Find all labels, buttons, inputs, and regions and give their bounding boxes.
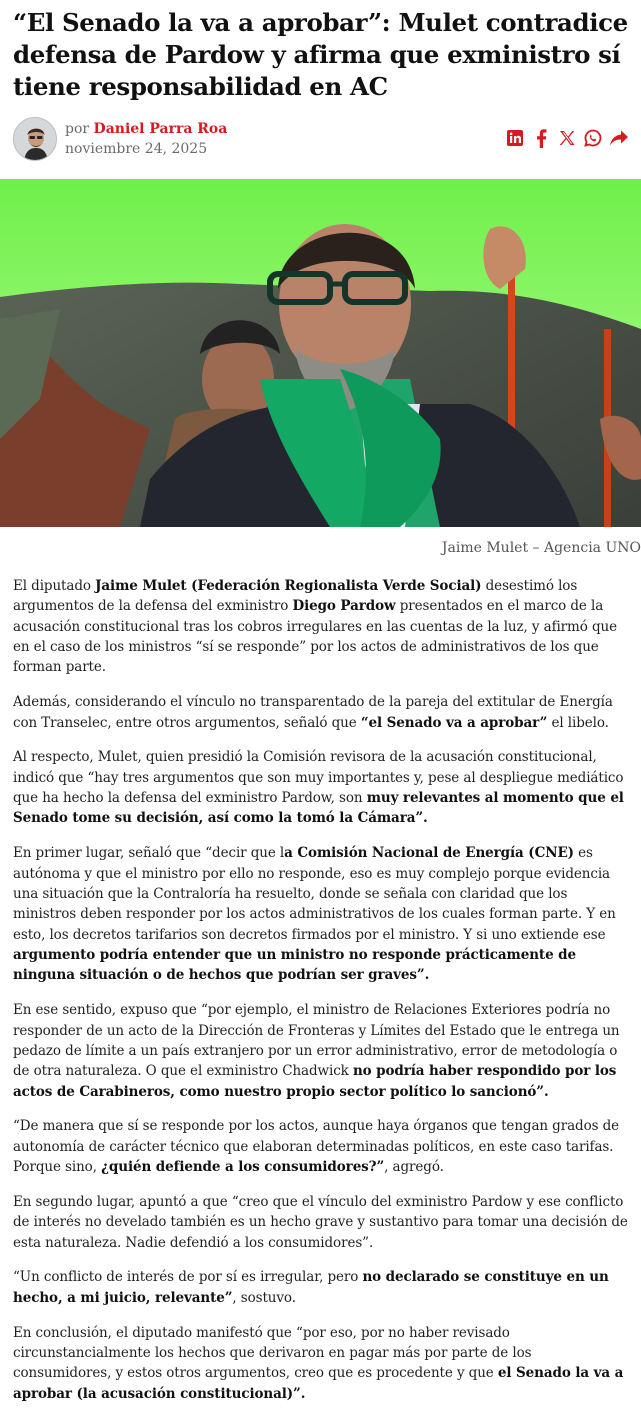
avatar-portrait	[14, 118, 57, 161]
share-bar	[505, 128, 629, 148]
article-paragraph	[13, 1267, 633, 1308]
paragraph-text: “De manera que sí se responde por los actos, aunque haya órganos que tengan grados de autonomía de carácter técnico que elaboran determinadas políticos, en este caso tarifas. Porque sino,	[13, 1118, 620, 1176]
article-paragraph	[13, 747, 633, 828]
article-paragraph	[13, 843, 633, 985]
paragraph-text: En ese sentido, expuso que “por ejemplo, el ministro de Relaciones Exteriores podría no responder de un acto de la Dirección de Fronteras y Límites del Estado que le entrega un pedazo de límite a un país extranjero por un error administrativo, error de metodología o de otra naturaleza. O que el exministro Chadwick	[13, 1002, 620, 1080]
paragraph-text: es autónoma y que el ministro por ello no responde, eso es muy complejo porque evidencia una situación que la Contraloría ha resuelto, donde se señala con claridad que los ministros deben responder por los actos administrativos de los cuales forman parte. Y en esto, los decretos tarifarios son decretos firmados por el ministro. Y si uno extiende ese	[13, 845, 616, 943]
article-meta	[13, 117, 641, 165]
paragraph-text: “Un conflicto de interés de por sí es irregular, pero	[13, 1269, 363, 1286]
bold-text: no podría haber respondido por los actos de Carabineros, como nuestro propio sector político lo sancionó”.	[13, 1063, 617, 1100]
paragraph-text: el libelo.	[547, 714, 609, 731]
paragraph-text: Además, considerando el vínculo no transparentado de la pareja del extitular de Energía con Transelec, entre otros argumentos, señaló que	[13, 694, 613, 731]
article-paragraph	[13, 1000, 633, 1102]
paragraph-text: , agregó.	[384, 1159, 444, 1176]
bold-text: Jaime Mulet (Federación Regionalista Verde Social)	[95, 578, 482, 594]
author-link[interactable]: Daniel Parra Roa	[93, 121, 228, 137]
article-paragraph	[13, 1192, 633, 1253]
photo-caption: Jaime Mulet – Agencia UNO	[441, 540, 641, 556]
paragraph-text: , sostuvo.	[232, 1289, 296, 1306]
bold-text: “el Senado va a aprobar”	[360, 714, 548, 731]
bold-text: no declarado se constituye en un hecho, a mi juicio, relevante”	[13, 1269, 609, 1306]
byline-prefix: por	[65, 121, 90, 137]
bold-text: Diego Pardow	[292, 598, 396, 615]
hero-photo	[0, 179, 641, 527]
hero-image	[0, 179, 641, 527]
publish-date: noviembre 24, 2025	[65, 141, 208, 157]
x-icon[interactable]	[557, 128, 577, 148]
bold-text: ¿quién defiende a los consumidores?”	[101, 1159, 385, 1176]
bold-text: muy relevantes al momento que el Senado tome su decisión, así como la tomó la Cámara”.	[13, 790, 624, 827]
article-paragraph	[13, 1116, 633, 1177]
paragraph-text: presentados en el marco de la acusación constitucional tras los cobros irregulares en las cuentas de la luz, y afirmó que en el caso de los ministros “sí se responde” por los actos de administrativos de los que forman parte.	[13, 598, 617, 676]
paragraph-text: En segundo lugar, apuntó a que “creo que el vínculo del exministro Pardow y ese conflicto de interés no develado también es un hecho grave y sustantivo para tomar una decisión de esta naturaleza. Nadie defendió a los consumidores”.	[13, 1193, 628, 1251]
article-paragraph	[13, 576, 633, 678]
paragraph-text: Al respecto, Mulet, quien presidió la Comisión revisora de la acusación constitucional, indicó que “hay tres argumentos que son muy importantes y, pese al despliegue mediático que ha hecho la defensa del exministro Pardow, son	[13, 749, 624, 807]
byline	[65, 119, 227, 159]
bold-text: el Senado la va a aprobar (la acusación constitucional)”.	[13, 1365, 624, 1402]
share-icon[interactable]	[609, 128, 629, 148]
whatsapp-icon[interactable]	[583, 128, 603, 148]
article-title: “El Senado la va a aprobar”: Mulet contradice defensa de Pardow y afirma que exministro sí tiene responsabilidad en AC	[13, 8, 628, 101]
paragraph-text: En primer lugar, señaló que “decir que l	[13, 845, 285, 862]
paragraph-text: desestimó los argumentos de la defensa del exministro	[13, 578, 578, 615]
bold-text: a Comisión Nacional de Energía (CNE)	[284, 845, 574, 862]
article-paragraph	[13, 1323, 633, 1404]
paragraph-text: En conclusión, el diputado manifestó que “por eso, por no haber revisado circunstancialmente los hechos que derivaron en pagar más por parte de los consumidores, y estos otros argumentos, creo que es procedente y que	[13, 1324, 532, 1382]
article-paragraph	[13, 692, 633, 733]
article-body	[13, 576, 633, 1419]
paragraph-text: El diputado	[13, 578, 96, 594]
author-avatar[interactable]	[13, 117, 57, 161]
linkedin-icon[interactable]	[505, 128, 525, 148]
bold-text: argumento podría entender que un ministro no responde prácticamente de ninguna situación o de hechos que podrían ser graves”.	[13, 947, 576, 984]
facebook-icon[interactable]	[531, 128, 551, 148]
